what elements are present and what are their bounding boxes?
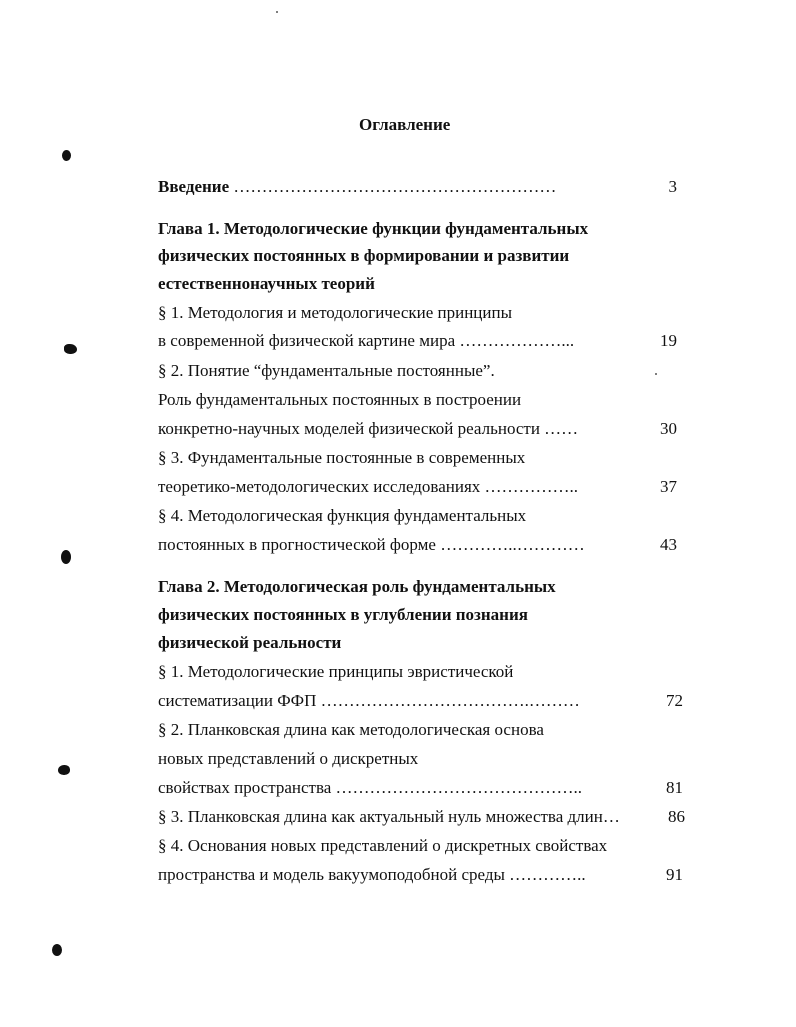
toc-entry-line[interactable]: § 1. Методология и методологические принципы bbox=[158, 303, 513, 322]
toc-page-number: 86 bbox=[668, 807, 685, 826]
scan-blot bbox=[58, 765, 70, 775]
chapter-2-heading-line[interactable]: Глава 2. Методологическая роль фундаментальных bbox=[158, 577, 556, 596]
toc-page-number: 3 bbox=[668, 177, 677, 196]
toc-page-number: 19 bbox=[660, 331, 677, 350]
toc-entry-line[interactable]: свойствах пространства …………………………………….. bbox=[158, 778, 583, 797]
toc-entry-line[interactable]: постоянных в прогностической форме …………..………… bbox=[158, 535, 585, 554]
toc-entry-line[interactable]: § 2. Понятие “фундаментальные постоянные”. bbox=[158, 361, 495, 380]
toc-page-number: 43 bbox=[660, 535, 677, 554]
toc-entry-line[interactable]: § 2. Планковская длина как методологическая основа bbox=[158, 720, 544, 739]
chapter-1-heading-line: физических постоянных в формировании и развитии bbox=[158, 246, 570, 265]
toc-entry-line[interactable]: новых представлений о дискретных bbox=[158, 749, 419, 768]
toc-entry-line[interactable]: теоретико-методологических исследованиях …………….. bbox=[158, 477, 579, 496]
scan-blot bbox=[61, 550, 71, 564]
toc-entry-intro[interactable] bbox=[158, 176, 556, 198]
scan-blot bbox=[52, 944, 62, 956]
toc-entry-line[interactable]: § 3. Планковская длина как актуальный нуль множества длин… bbox=[158, 807, 620, 826]
scan-speck bbox=[655, 373, 657, 375]
toc-entry-line[interactable]: § 4. Основания новых представлений о дискретных свойствах bbox=[158, 836, 608, 855]
toc-page-number: 72 bbox=[666, 691, 683, 710]
toc-entry-line[interactable]: в современной физической картине мира ………………... bbox=[158, 331, 575, 350]
toc-entry-line[interactable]: конкретно-научных моделей физической реальности …… bbox=[158, 419, 579, 438]
toc-entry-line[interactable]: Роль фундаментальных постоянных в построении bbox=[158, 390, 522, 409]
chapter-1-heading-line[interactable]: Глава 1. Методологические функции фундаментальных bbox=[158, 219, 589, 238]
toc-entry-line[interactable]: § 4. Методологическая функция фундаментальных bbox=[158, 506, 527, 525]
toc-page-number: 91 bbox=[666, 865, 683, 884]
scan-speck bbox=[276, 11, 278, 13]
chapter-2-heading-line: физических постоянных в углублении познания bbox=[158, 605, 528, 624]
toc-entry-line[interactable]: § 1. Методологические принципы эвристической bbox=[158, 662, 514, 681]
toc-entry-line[interactable]: пространства и модель вакуумоподобной среды ………….. bbox=[158, 865, 586, 884]
toc-page-number: 81 bbox=[666, 778, 683, 797]
toc-entry-label: Введение bbox=[158, 177, 230, 196]
toc-page-number: 37 bbox=[660, 477, 677, 496]
toc-page-number: 30 bbox=[660, 419, 677, 438]
toc-entry-line[interactable]: § 3. Фундаментальные постоянные в современных bbox=[158, 448, 526, 467]
toc-entry-line[interactable]: систематизации ФФП ……………………………….……… bbox=[158, 691, 580, 710]
toc-leader: ………………………………………………… bbox=[233, 177, 557, 196]
scan-blot bbox=[62, 150, 71, 161]
scan-blot bbox=[64, 344, 77, 354]
chapter-2-heading-line: физической реальности bbox=[158, 633, 342, 652]
chapter-1-heading-line: естественнонаучных теорий bbox=[158, 274, 375, 293]
page-title: Оглавление bbox=[359, 115, 451, 134]
